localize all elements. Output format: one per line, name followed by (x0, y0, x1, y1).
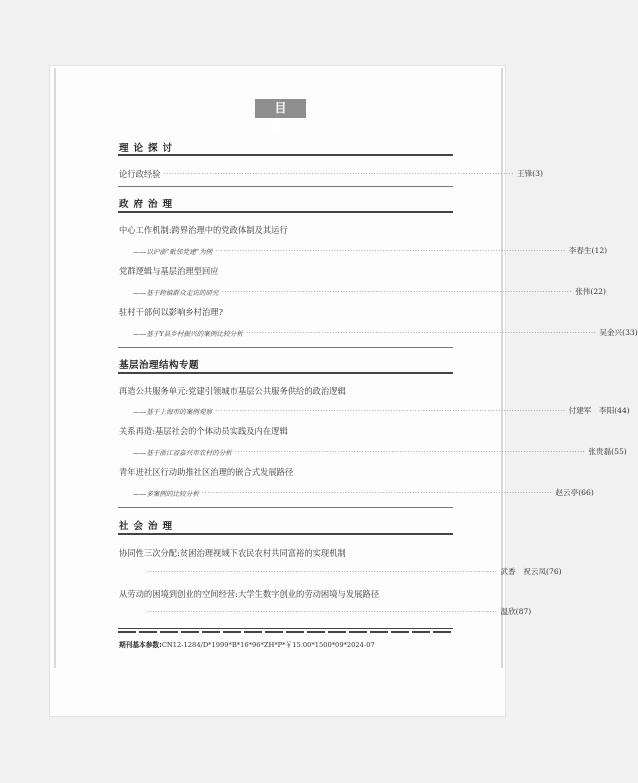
footer-rule (118, 628, 453, 634)
entry-title[interactable]: 驻村干部何以影响乡村治理? (119, 307, 224, 317)
dot-leader: ·································································································································· (147, 567, 498, 576)
section-rule (118, 154, 453, 156)
toc-entry-subline (133, 405, 630, 416)
dot-leader: ·································································································································· (215, 406, 566, 415)
entry-subtitle: ——基于上海市的案例观察 (133, 407, 213, 416)
entry-author: 张贵磊(55) (588, 447, 627, 456)
entry-subtitle: ——多案例的比较分析 (133, 489, 199, 498)
dot-leader: ·································································································································· (234, 447, 586, 456)
entry-title[interactable]: 中心工作机制:跨界治理中的党政体制及其运行 (119, 225, 288, 235)
section-rule (118, 372, 453, 374)
toc-entry-subline (133, 566, 562, 577)
section-rule (118, 533, 453, 535)
toc-entry-subline (133, 446, 627, 457)
entry-author: 张伟(22) (575, 287, 606, 296)
dot-leader: ·································································································································· (147, 607, 498, 616)
entry-title[interactable]: 党群逻辑与基层治理型回应 (119, 266, 219, 276)
entry-title[interactable]: 协同性三次分配:贫困治理视域下农民农村共同富裕的实现机制 (119, 548, 346, 558)
entry-author: 付建军 李阳(44) (568, 406, 630, 415)
entry-author: 温欣(87) (500, 607, 532, 616)
section-title-government: 政府治理 (119, 199, 178, 210)
section-divider (118, 186, 453, 187)
section-title-theory: 理论探讨 (119, 143, 178, 154)
dot-leader: ·································································································································· (221, 287, 573, 296)
dot-leader: ·································································································································· (201, 488, 553, 497)
entry-title[interactable]: 关系再造:基层社会的个体动员实践及内在逻辑 (119, 426, 288, 436)
toc-entry-subline (133, 327, 638, 338)
section-title-grassroots: 基层治理结构专题 (119, 360, 200, 371)
entry-subtitle: ——基于Y县乡村振兴的案例比较分析 (133, 329, 243, 338)
journal-params (119, 639, 375, 649)
entry-author: 王锋(3) (516, 169, 543, 178)
journal-params-value: CN12-1284/D*1999*B*16*96*ZH*P*￥15.00*1500*09*2024-07 (161, 641, 375, 649)
entry-title[interactable]: 从劳动的困境到创业的空间经营:大学生数字创业的劳动困境与发展路径 (119, 589, 380, 599)
contents-title: 目 录 (255, 99, 306, 118)
page-edge-left (54, 68, 56, 668)
entry-subtitle: ——以沪浙“毗邻党建”为例 (133, 247, 213, 256)
section-rule (118, 211, 453, 213)
entry-author: 李春生(12) (568, 246, 608, 255)
entry-author: 武香 祝云凤(76) (500, 567, 562, 576)
section-title-social: 社会治理 (119, 521, 178, 532)
dot-leader: ·································································································································· (245, 328, 597, 337)
section-divider (118, 347, 453, 348)
dot-leader: ·································································································································· (215, 246, 566, 255)
entry-author: 赵云亭(66) (555, 488, 594, 497)
entry-title: 论行政经验 (119, 168, 161, 179)
toc-entry[interactable] (119, 168, 543, 179)
entry-title[interactable]: 青年进社区行动助推社区治理的嵌合式发展路径 (119, 467, 294, 477)
entry-subtitle: ——基于浙江省嘉兴市农村的分析 (133, 448, 232, 457)
toc-entry-subline (133, 606, 532, 617)
journal-params-label: 期刊基本参数: (119, 641, 162, 649)
entry-title[interactable]: 再造公共服务单元:党建引领城市基层公共服务供给的政治逻辑 (119, 386, 346, 396)
toc-entry-subline (133, 286, 606, 297)
toc-entry-subline (133, 245, 608, 256)
page-edge-right (501, 68, 503, 668)
dot-leader: ·································································································································· (163, 169, 514, 178)
toc-entry-subline (133, 487, 594, 498)
entry-subtitle: ——基于跨镇群众走访的研究 (133, 288, 219, 297)
entry-author: 吴金兴(33) (599, 328, 638, 337)
section-divider (118, 507, 453, 508)
